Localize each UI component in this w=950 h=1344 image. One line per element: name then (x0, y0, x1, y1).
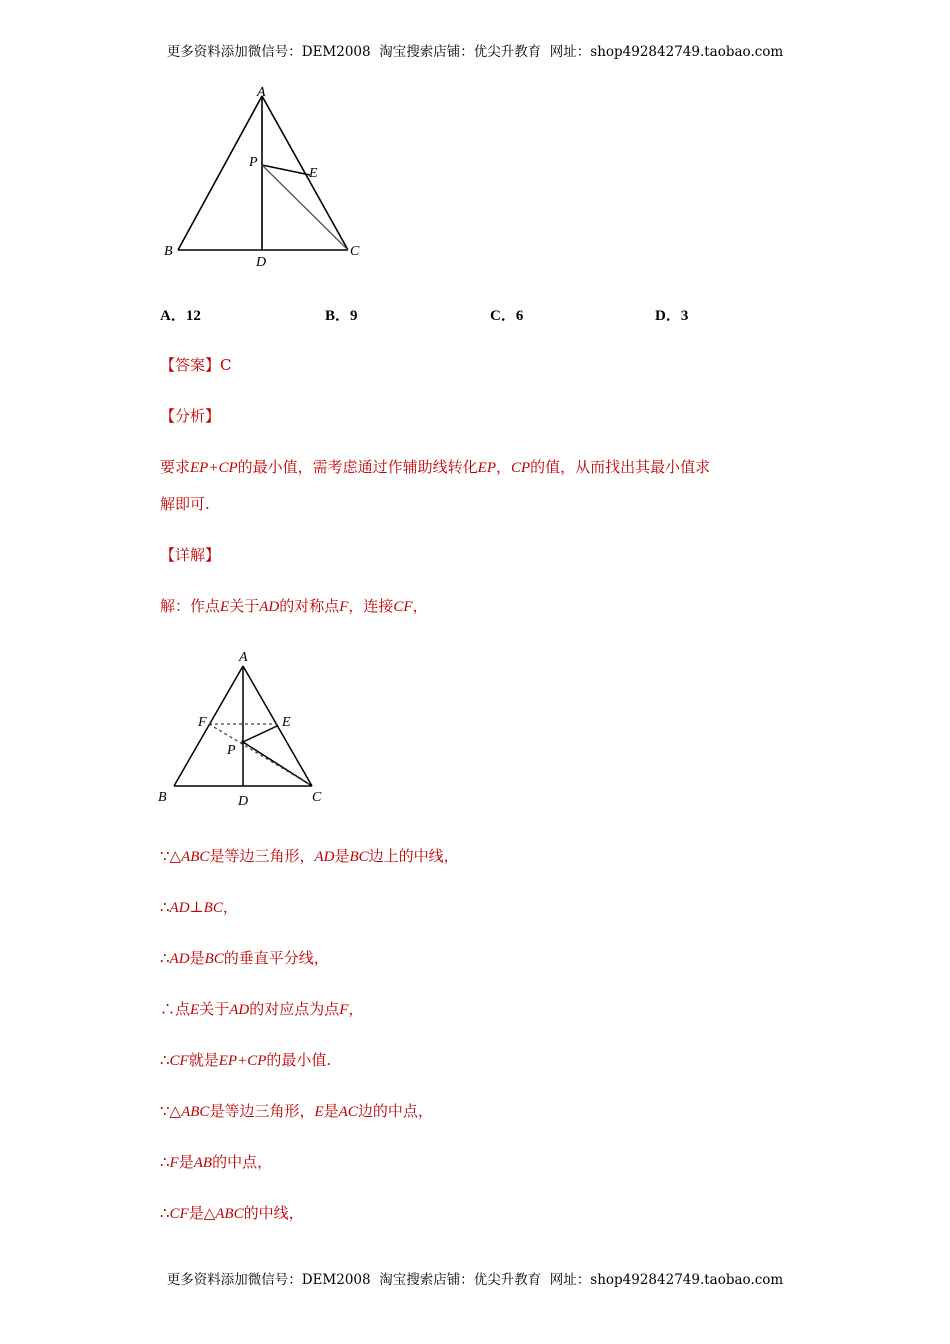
choice-a[interactable]: A．12 (160, 308, 201, 324)
label-D: D (256, 255, 267, 270)
answer-choices (160, 304, 860, 328)
label-A: A (257, 85, 266, 100)
detail-step-0: 解：作点E关于AD的对称点F，连接CF， (160, 597, 428, 615)
footer-text: 更多资料添加微信号：DEM2008 淘宝搜索店铺：优尖升教育 网址：shop492842749.taobao.com (166, 1272, 784, 1288)
analysis-label: 【分析】 (160, 407, 221, 425)
page-footer (0, 1268, 950, 1288)
choice-c[interactable]: C．6 (490, 308, 524, 324)
label-E: E (309, 166, 318, 181)
label-C2: C (312, 790, 322, 805)
label-B: B (164, 244, 173, 259)
label-D2: D (238, 794, 249, 809)
detail-label: 【详解】 (160, 546, 221, 564)
label-P2: P (227, 743, 236, 758)
label-E2: E (282, 715, 291, 730)
page-header (0, 40, 950, 60)
triangle-figure-1 (158, 80, 378, 275)
analysis-line-2: 解即可. (160, 495, 210, 513)
label-P: P (249, 155, 258, 170)
label-A2: A (239, 650, 248, 665)
detail-step-8: ∴CF是△ABC的中线， (160, 1204, 304, 1222)
analysis-line-1: 要求EP+CP的最小值，需考虑通过作辅助线转化EP，CP的值，从而找出其最小值求 (160, 458, 711, 476)
detail-step-2: ∴AD⊥BC， (160, 898, 238, 916)
triangle-figure-2 (152, 644, 342, 814)
answer-line (160, 354, 800, 376)
choice-d[interactable]: D．3 (655, 308, 689, 324)
detail-step-3: ∴AD是BC的垂直平分线， (160, 949, 329, 967)
label-F2: F (198, 715, 207, 730)
detail-step-6: ∵△ABC是等边三角形，E是AC边的中点， (160, 1102, 433, 1120)
detail-step-4: ∴点E关于AD的对应点为点F， (160, 1000, 364, 1018)
label-B2: B (158, 790, 167, 805)
detail-step-7: ∴F是AB的中点， (160, 1153, 273, 1171)
header-text: 更多资料添加微信号：DEM2008 淘宝搜索店铺：优尖升教育 网址：shop492842749.taobao.com (166, 44, 784, 60)
detail-step-1: ∵△ABC是等边三角形，AD是BC边上的中线， (160, 847, 459, 865)
answer-label: 【答案】 (160, 356, 221, 374)
label-C: C (350, 244, 360, 259)
detail-step-5: ∴CF就是EP+CP的最小值. (160, 1051, 332, 1069)
choice-b[interactable]: B．9 (325, 308, 358, 324)
answer-value: C (220, 356, 232, 374)
